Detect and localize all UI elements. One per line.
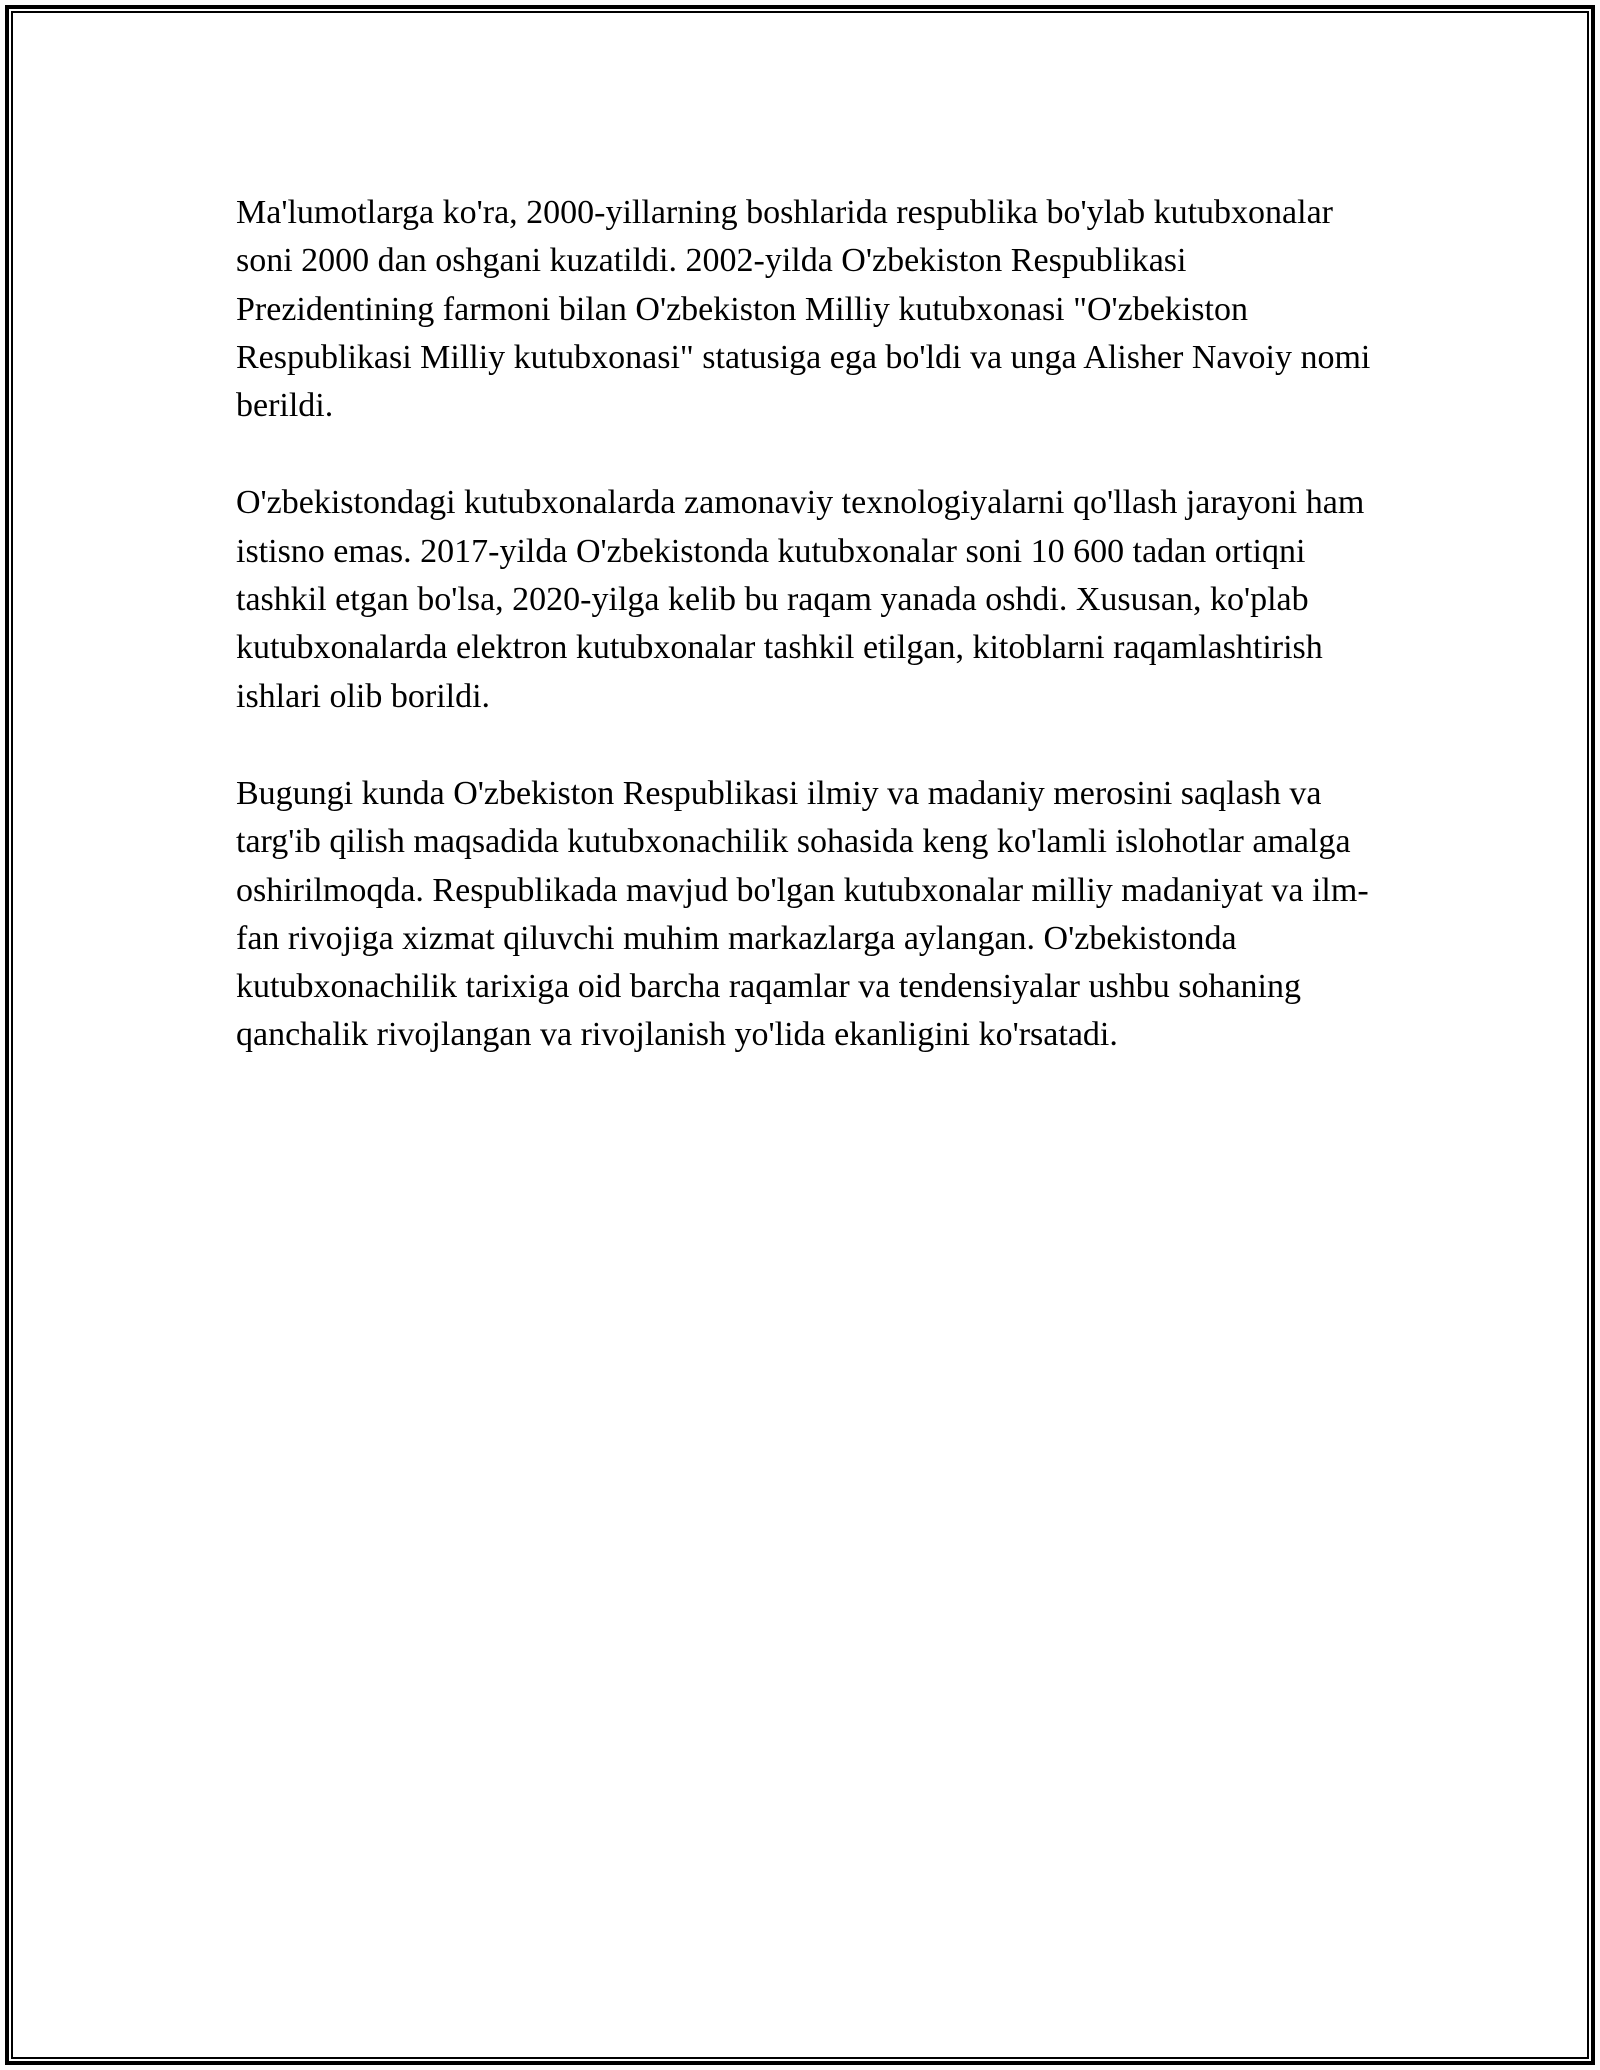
paragraph-2: O'zbekistondagi kutubxonalarda zamonaviy texnologiyalarni qo'llash jarayoni ham istisno emas. 2017-yilda O'zbekistonda kutubxonalar soni 10 600 tadan ortiqni tashkil etgan bo'lsa, 2020-yilga kelib bu raqam yanada oshdi. Xususan, ko'plab kutubxonalarda elektron kutubxonalar tashkil etilgan, kitoblarni raqamlashtirish ishlari olib borildi. bbox=[236, 484, 1365, 715]
document-body bbox=[236, 189, 1376, 1109]
paragraph-3: Bugungi kunda O'zbekiston Respublikasi ilmiy va madaniy merosini saqlash va targ'ib qilish maqsadida kutubxonachilik sohasida keng ko'lamli islohotlar amalga oshirilmoqda. Respublikada mavjud bo'lgan kutubxonalar milliy madaniyat va ilm-fan rivojiga xizmat qiluvchi muhim markazlarga aylangan. O'zbekistonda kutubxonachilik tarixiga oid barcha raqamlar va tendensiyalar ushbu sohaning qanchalik rivojlangan va rivojlanish yo'lida ekanligini ko'rsatadi. bbox=[236, 774, 1369, 1054]
paragraph-1: Ma'lumotlarga ko'ra, 2000-yillarning boshlarida respublika bo'ylab kutubxonalar soni 2000 dan oshgani kuzatildi. 2002-yilda O'zbekiston Respublikasi Prezidentining farmoni bilan O'zbekiston Milliy kutubxonasi "O'zbekiston Respublikasi Milliy kutubxonasi" statusiga ega bo'ldi va unga Alisher Navoiy nomi berildi. bbox=[236, 194, 1371, 425]
